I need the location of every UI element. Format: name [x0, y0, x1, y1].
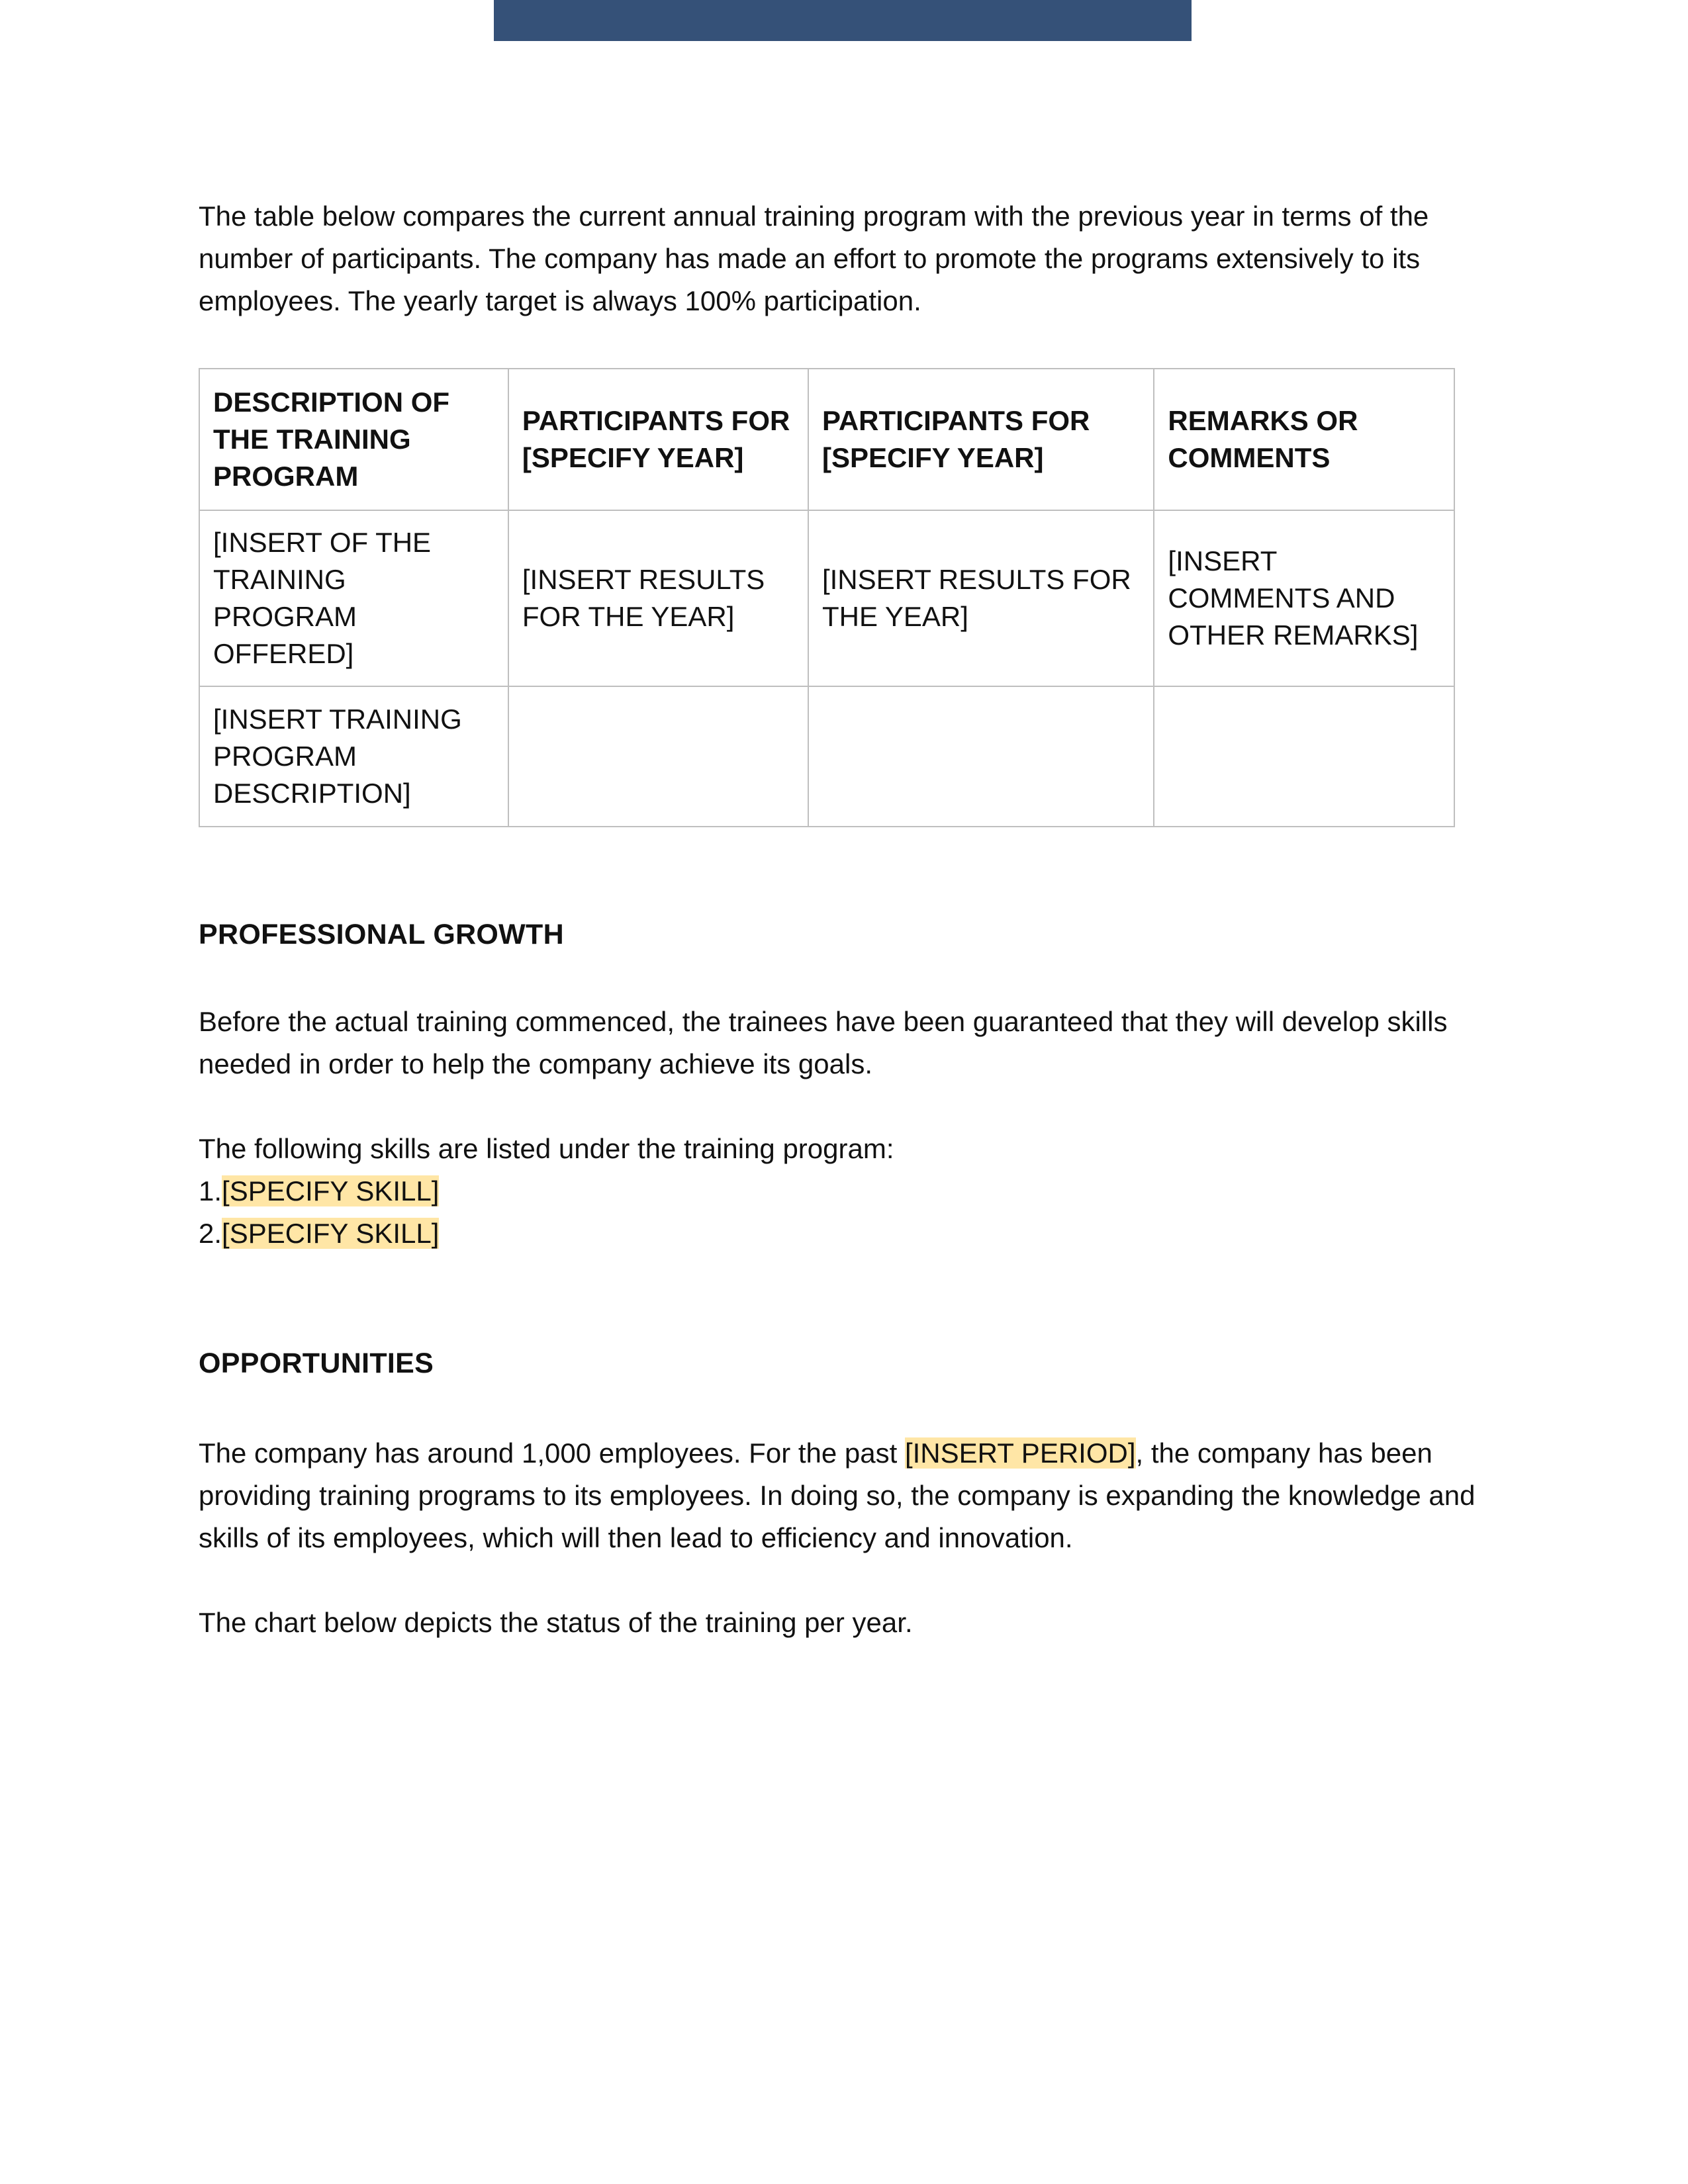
skill-placeholder: [SPECIFY SKILL] — [222, 1218, 440, 1249]
professional-growth-paragraph: Before the actual training commenced, the trainees have been guaranteed that they will develop skills needed in order to help the company achieve its goals. — [199, 1006, 1448, 1079]
table-cell: [INSERT RESULTS FOR THE YEAR] — [808, 510, 1154, 686]
list-number: 1. — [199, 1175, 222, 1206]
table-cell: [INSERT COMMENTS AND OTHER REMARKS] — [1154, 510, 1454, 686]
table-header-participants-1: PARTICIPANTS FOR [SPECIFY YEAR] — [508, 369, 808, 510]
table-cell: [INSERT OF THE TRAINING PROGRAM OFFERED] — [199, 510, 508, 686]
header-bar — [494, 0, 1192, 41]
list-number: 2. — [199, 1218, 222, 1249]
table-header-remarks: REMARKS OR COMMENTS — [1154, 369, 1454, 510]
document-body — [199, 195, 1489, 1644]
opportunities-paragraph — [199, 1432, 1489, 1559]
table-cell — [1154, 686, 1454, 827]
skills-list-intro: The following skills are listed under the training program: — [199, 1133, 894, 1164]
opportunities-text-start: The company has around 1,000 employees. For the past — [199, 1437, 905, 1469]
period-placeholder: [INSERT PERIOD] — [904, 1437, 1136, 1469]
table-header-description: DESCRIPTION OF THE TRAINING PROGRAM — [199, 369, 508, 510]
table-row — [199, 510, 1454, 686]
intro-paragraph: The table below compares the current annual training program with the previous year in terms of the number of participants. The company has made an effort to promote the programs extensively to its employees. The yearly target is always 100% participation. — [199, 201, 1429, 316]
skill-placeholder: [SPECIFY SKILL] — [222, 1175, 440, 1206]
table-row — [199, 686, 1454, 827]
training-table — [199, 368, 1455, 827]
table-header-row — [199, 369, 1454, 510]
chart-note: The chart below depicts the status of the training per year. — [199, 1607, 913, 1638]
skills-list — [199, 1170, 1489, 1255]
opportunities-text-end: , the company has been providing training programs to its employees. In doing so, the company is expanding the knowledge and skills of its employees, which will then lead to efficiency and innovation. — [199, 1437, 1476, 1553]
list-item — [199, 1212, 1489, 1255]
table-header-participants-2: PARTICIPANTS FOR [SPECIFY YEAR] — [808, 369, 1154, 510]
professional-growth-heading: PROFESSIONAL GROWTH — [199, 919, 564, 950]
table-cell: [INSERT TRAINING PROGRAM DESCRIPTION] — [199, 686, 508, 827]
list-item — [199, 1170, 1489, 1212]
table-cell — [808, 686, 1154, 827]
table-cell: [INSERT RESULTS FOR THE YEAR] — [508, 510, 808, 686]
opportunities-heading: OPPORTUNITIES — [199, 1347, 434, 1379]
table-cell — [508, 686, 808, 827]
